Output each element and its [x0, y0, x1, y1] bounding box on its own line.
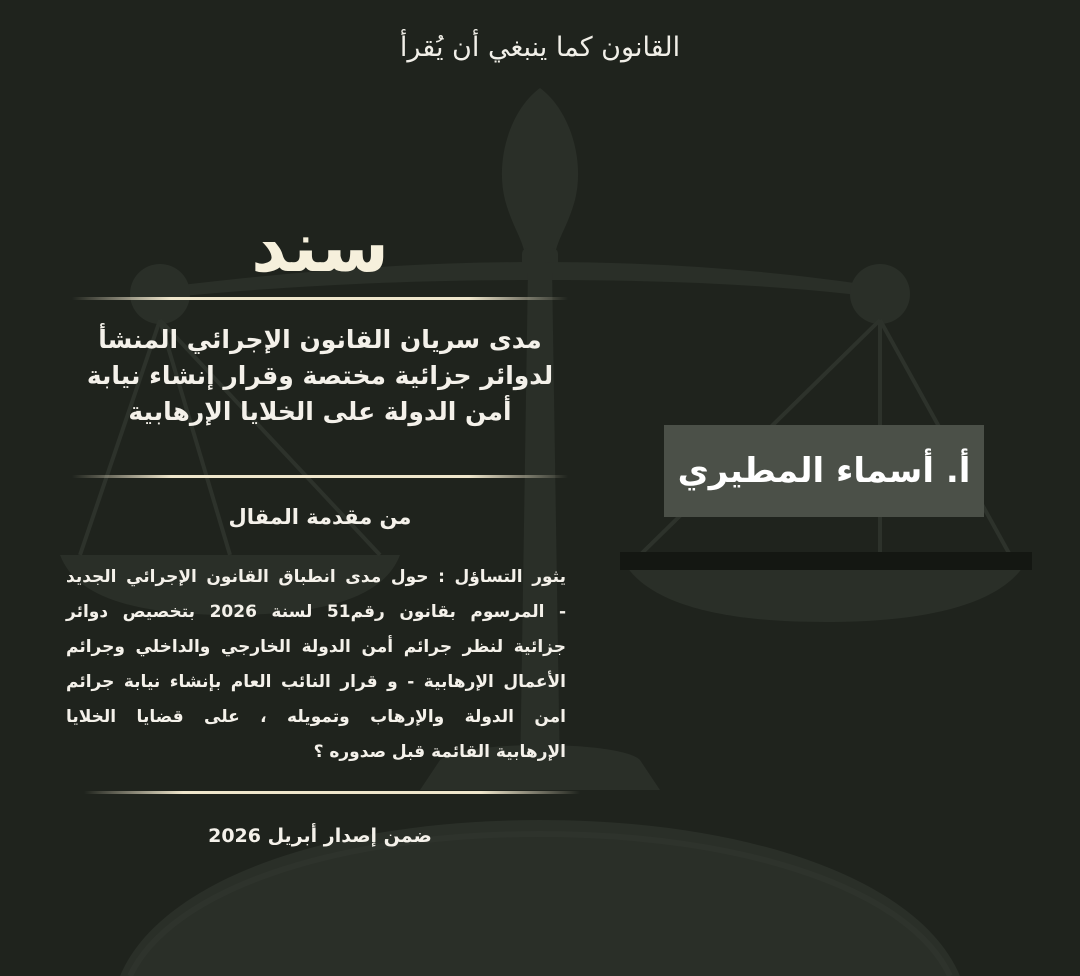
title-line: مدى سريان القانون الإجرائي المنشأ	[98, 325, 542, 354]
intro-line: يثور التساؤل : حول مدى انطباق القانون الإجرائي الجديد	[66, 567, 566, 587]
intro-line: الإرهابية القائمة قبل صدوره ؟	[313, 742, 566, 762]
intro-line: الأعمال الإرهابية - و قرار النائب العام بإنشاء نيابة جرائم	[66, 672, 566, 692]
tagline: القانون كما ينبغي أن يُقرأ	[399, 32, 681, 63]
intro-line: امن الدولة والإرهاب وتمويله ، على قضايا الخلايا	[66, 707, 566, 727]
issue-label: ضمن إصدار أبريل 2026	[208, 825, 432, 847]
author-badge	[664, 425, 984, 517]
divider	[72, 475, 568, 478]
article-intro	[66, 560, 566, 770]
title-line: لدوائر جزائية مختصة وقرار إنشاء نيابة	[86, 361, 554, 390]
brand-logo: سند	[251, 206, 389, 288]
intro-line: - المرسوم بقانون رقم51 لسنة 2026 بتخصيص دوائر	[66, 602, 566, 622]
intro-line: جزائية لنظر جرائم أمن الدولة الخارجي والداخلي وجرائم	[66, 637, 566, 657]
title-line: أمن الدولة على الخلايا الإرهابية	[128, 397, 512, 426]
article-title	[70, 322, 570, 430]
divider	[72, 297, 568, 300]
author-name: أ. أسماء المطيري	[677, 451, 971, 491]
divider	[84, 791, 580, 794]
intro-heading: من مقدمة المقال	[228, 505, 412, 529]
